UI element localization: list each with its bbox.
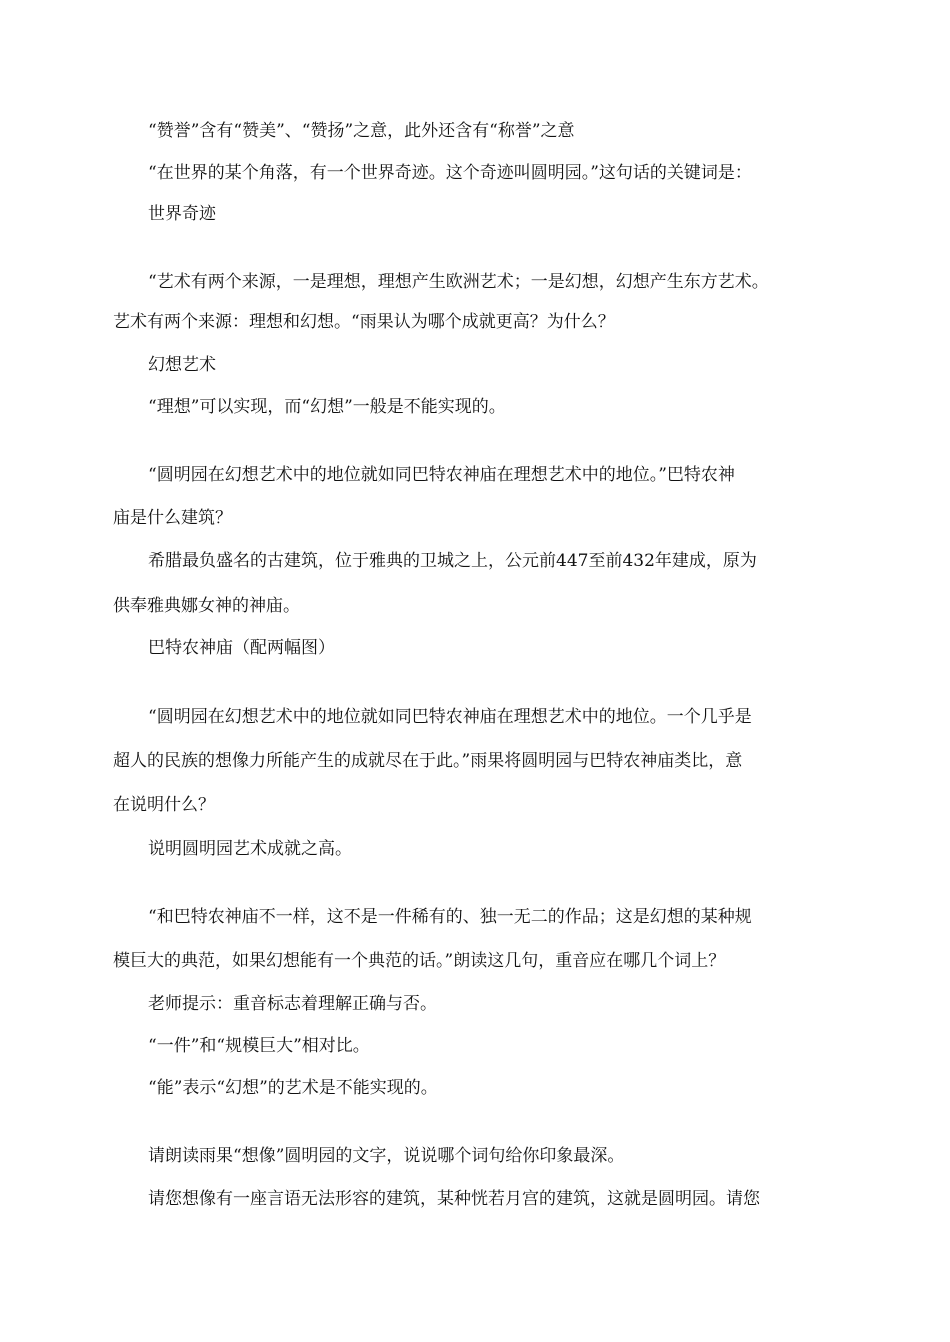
text-line: “和巴特农神庙不一样，这不是一件稀有的、独一无二的作品；这是幻想的某种规	[148, 907, 752, 927]
text-line: 请您想像有一座言语无法形容的建筑，某种恍若月宫的建筑，这就是圆明园。请您	[148, 1189, 760, 1209]
text-line: 模巨大的典范，如果幻想能有一个典范的话。”朗读这几句，重音应在哪几个词上？	[113, 951, 726, 971]
text-line: “艺术有两个来源，一是理想，理想产生欧洲艺术；一是幻想，幻想产生东方艺术。	[148, 272, 769, 292]
text-line: 希腊最负盛名的古建筑，位于雅典的卫城之上，公元前447至前432年建成，原为	[148, 551, 757, 571]
text-line: 巴特农神庙（配两幅图）	[148, 638, 335, 658]
text-line: 说明圆明园艺术成就之高。	[148, 839, 352, 859]
text-line: 庙是什么建筑？	[113, 508, 232, 528]
text-line: 幻想艺术	[148, 355, 216, 375]
text-line: “圆明园在幻想艺术中的地位就如同巴特农神庙在理想艺术中的地位。”巴特农神	[148, 465, 735, 485]
text-line: “赞誉”含有“赞美”、“赞扬”之意，此外还含有“称誉”之意	[148, 121, 575, 141]
text-line: “理想”可以实现，而“幻想”一般是不能实现的。	[148, 397, 506, 417]
text-line: “一件”和“规模巨大”相对比。	[148, 1036, 370, 1056]
text-line: “能”表示“幻想”的艺术是不能实现的。	[148, 1078, 438, 1098]
text-line: 超人的民族的想像力所能产生的成就尽在于此。”雨果将圆明园与巴特农神庙类比，意	[113, 751, 743, 771]
text-line: 艺术有两个来源：理想和幻想。“雨果认为哪个成就更高？为什么？	[113, 312, 615, 332]
text-line: 世界奇迹	[148, 204, 216, 224]
text-line: 请朗读雨果“想像”圆明园的文字，说说哪个词句给你印象最深。	[148, 1146, 625, 1166]
text-line: “在世界的某个角落，有一个世界奇迹。这个奇迹叫圆明园。”这句话的关键词是：	[148, 163, 752, 183]
text-line: 供奉雅典娜女神的神庙。	[113, 596, 300, 616]
text-line: “圆明园在幻想艺术中的地位就如同巴特农神庙在理想艺术中的地位。一个几乎是	[148, 707, 752, 727]
text-line: 老师提示：重音标志着理解正确与否。	[148, 994, 437, 1014]
text-line: 在说明什么？	[113, 795, 215, 815]
